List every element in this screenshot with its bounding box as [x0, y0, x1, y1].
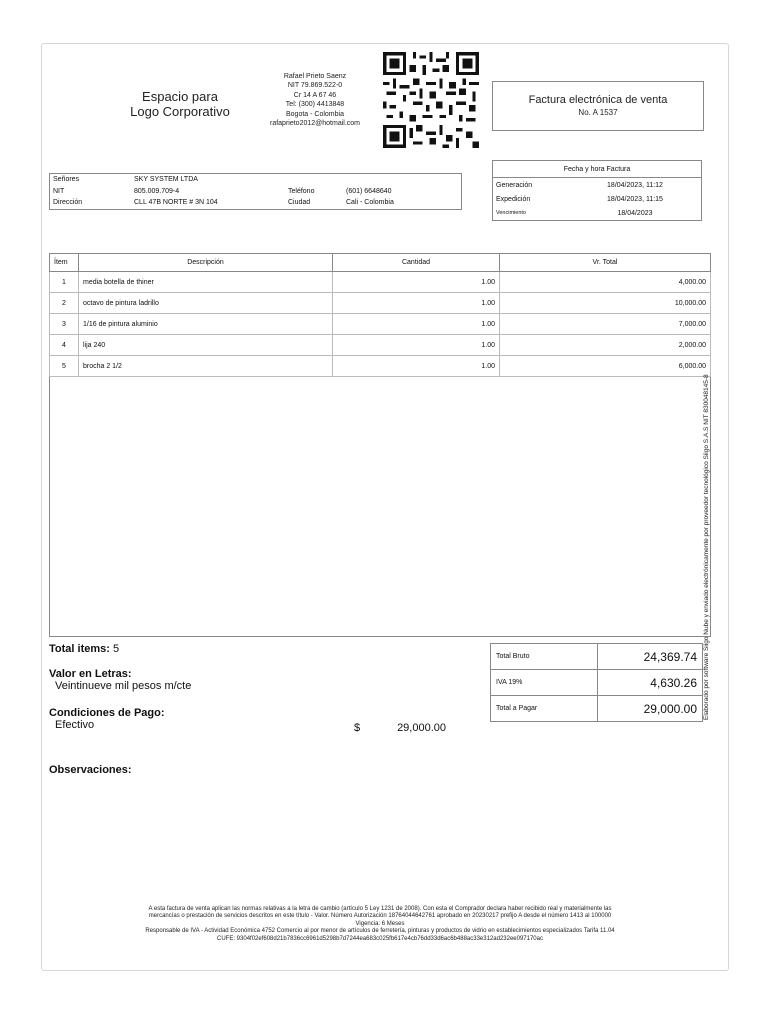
total-bruto-label: Total Bruto — [491, 644, 598, 670]
vencimiento-value: 18/04/2023 — [617, 209, 653, 217]
condiciones-pago — [49, 707, 165, 731]
invoice-number: No. A 1537 — [578, 108, 618, 117]
item-description: media botella de thiner — [79, 272, 333, 293]
expedicion-label: Expedición — [496, 195, 531, 203]
issuer-phone: Tel: (300) 4413848 — [285, 101, 345, 109]
item-total: 7,000.00 — [500, 314, 711, 335]
client-info-table — [49, 173, 462, 210]
generacion-value: 18/04/2023, 11:12 — [607, 181, 663, 189]
item-quantity: 1.00 — [333, 356, 500, 377]
totals-row-pagar — [491, 696, 703, 722]
senores-label: Señores — [53, 176, 80, 184]
total-pagar-value: 29,000.00 — [598, 696, 703, 722]
senores-value: SKY SYSTEM LTDA — [134, 176, 198, 184]
footer-line-3: Vigencia: 6 Meses — [355, 920, 405, 927]
table-row — [50, 335, 711, 356]
vencimiento-label: Vencimiento — [496, 210, 526, 216]
header-descripcion: Descripción — [79, 254, 333, 272]
invoice-title-box — [492, 81, 704, 131]
items-empty-cell — [50, 377, 711, 637]
header-total: Vr. Total — [500, 254, 711, 272]
table-row — [50, 293, 711, 314]
item-number: 3 — [50, 314, 79, 335]
total-items-label: Total items: — [49, 643, 110, 655]
totals-row-iva — [491, 670, 703, 696]
total-pagar-label: Total a Pagar — [491, 696, 598, 722]
footer-line-1: A esta factura de venta aplican las normas relativas a la letra de cambio (artículo 5 Ley 1231 de 2008). Con esta el Comprador declara haber recibido real y materialmente las — [148, 906, 612, 912]
currency-sign: $ — [354, 722, 361, 734]
footer-line-2: mercancías o prestación de servicios descritos en este título - Valor. Número Autorización 18764044642761 aprobado en 20230217 prefijo A desde el número 1413 al 100000 — [148, 913, 612, 920]
item-total: 2,000.00 — [500, 335, 711, 356]
ciudad-label: Ciudad — [288, 199, 311, 207]
logo-line-2: Logo Corporativo — [130, 104, 230, 119]
dates-table — [492, 160, 702, 221]
qr-code-icon — [383, 52, 479, 148]
telefono-value: (601) 6648640 — [346, 187, 392, 195]
nit-value: 805.009.709-4 — [134, 187, 180, 195]
condiciones-label: Condiciones de Pago: — [49, 707, 165, 719]
valor-letras-label: Valor en Letras: — [49, 668, 132, 680]
item-description: 1/16 de pintura aluminio — [79, 314, 333, 335]
header-cantidad: Cantidad — [333, 254, 500, 272]
item-quantity: 1.00 — [333, 272, 500, 293]
generacion-label: Generación — [496, 181, 533, 189]
invoice-title: Factura electrónica de venta — [528, 94, 668, 106]
item-description: octavo de pintura ladrillo — [79, 293, 333, 314]
observaciones-label: Observaciones: — [49, 764, 132, 776]
item-total: 4,000.00 — [500, 272, 711, 293]
item-quantity: 1.00 — [333, 314, 500, 335]
issuer-info — [250, 72, 380, 128]
logo-line-1: Espacio para — [142, 89, 218, 104]
totals-table — [490, 643, 703, 722]
item-description: brocha 2 1/2 — [79, 356, 333, 377]
client-row-nit — [50, 186, 462, 198]
valor-en-letras — [49, 668, 191, 692]
item-description: lija 240 — [79, 335, 333, 356]
item-number: 1 — [50, 272, 79, 293]
dates-row-generacion — [493, 178, 702, 193]
dates-row-vencimiento — [493, 206, 702, 221]
valor-letras-value: Veintinueve mil pesos m/cte — [55, 680, 192, 692]
item-quantity: 1.00 — [333, 293, 500, 314]
table-row — [50, 272, 711, 293]
items-table — [49, 253, 711, 637]
expedicion-value: 18/04/2023, 11:15 — [607, 195, 663, 203]
dates-header: Fecha y hora Factura — [493, 161, 702, 178]
issuer-nit: NIT 79.869.522-0 — [287, 82, 343, 90]
issuer-city: Bogota - Colombia — [286, 110, 344, 118]
item-total: 10,000.00 — [500, 293, 711, 314]
logo-placeholder — [120, 89, 240, 119]
item-quantity: 1.00 — [333, 335, 500, 356]
dates-header-row — [493, 161, 702, 178]
items-header-row — [50, 254, 711, 272]
dates-row-expedicion — [493, 192, 702, 206]
table-row — [50, 356, 711, 377]
item-number: 2 — [50, 293, 79, 314]
condiciones-value: Efectivo — [55, 719, 95, 731]
table-row — [50, 314, 711, 335]
totals-row-bruto — [491, 644, 703, 670]
item-number: 5 — [50, 356, 79, 377]
client-row-senores — [50, 174, 462, 186]
iva-value: 4,630.26 — [598, 670, 703, 696]
total-bruto-value: 24,369.74 — [598, 644, 703, 670]
client-row-direccion — [50, 197, 462, 209]
item-total: 6,000.00 — [500, 356, 711, 377]
items-empty-area — [50, 377, 711, 637]
header-item: Ítem — [50, 254, 79, 272]
issuer-email: rafaprieto2012@hotmail.com — [270, 120, 360, 128]
direccion-label: Dirección — [53, 199, 83, 207]
total-items-value: 5 — [112, 643, 120, 655]
direccion-value: CLL 47B NORTE # 3N 104 — [134, 199, 218, 207]
issuer-address: Cr 14 A 67 46 — [293, 91, 337, 99]
telefono-label: Teléfono — [288, 187, 315, 195]
issuer-name: Rafael Prieto Saenz — [283, 73, 347, 80]
total-items — [49, 643, 119, 655]
item-number: 4 — [50, 335, 79, 356]
footer-line-4: Responsable de IVA - Actividad Económica 4752 Comercio al por menor de artículos de ferretería, pinturas y productos de vidrio en establecimientos especializados Tarifa 11.04 — [145, 928, 615, 935]
software-provider-note: Elaborado por software Siigo Nube y enviado electrónicamente por proveedor tecnológico Siigo S.A.S NIT 830048145-8 — [703, 374, 710, 720]
legal-footer — [60, 906, 700, 943]
payment-amount: 29,000.00 — [397, 722, 446, 734]
iva-label: IVA 19% — [491, 670, 598, 696]
nit-label: NIT — [53, 187, 65, 195]
ciudad-value: Cali - Colombia — [346, 199, 394, 207]
footer-line-5: CUFE: 9304f02ef608d21b7836cc6961d5298b7d7244ea683c025fb617e4cb76dd33d6ac6b488ac33e312ad232ee097170ac — [217, 935, 543, 942]
